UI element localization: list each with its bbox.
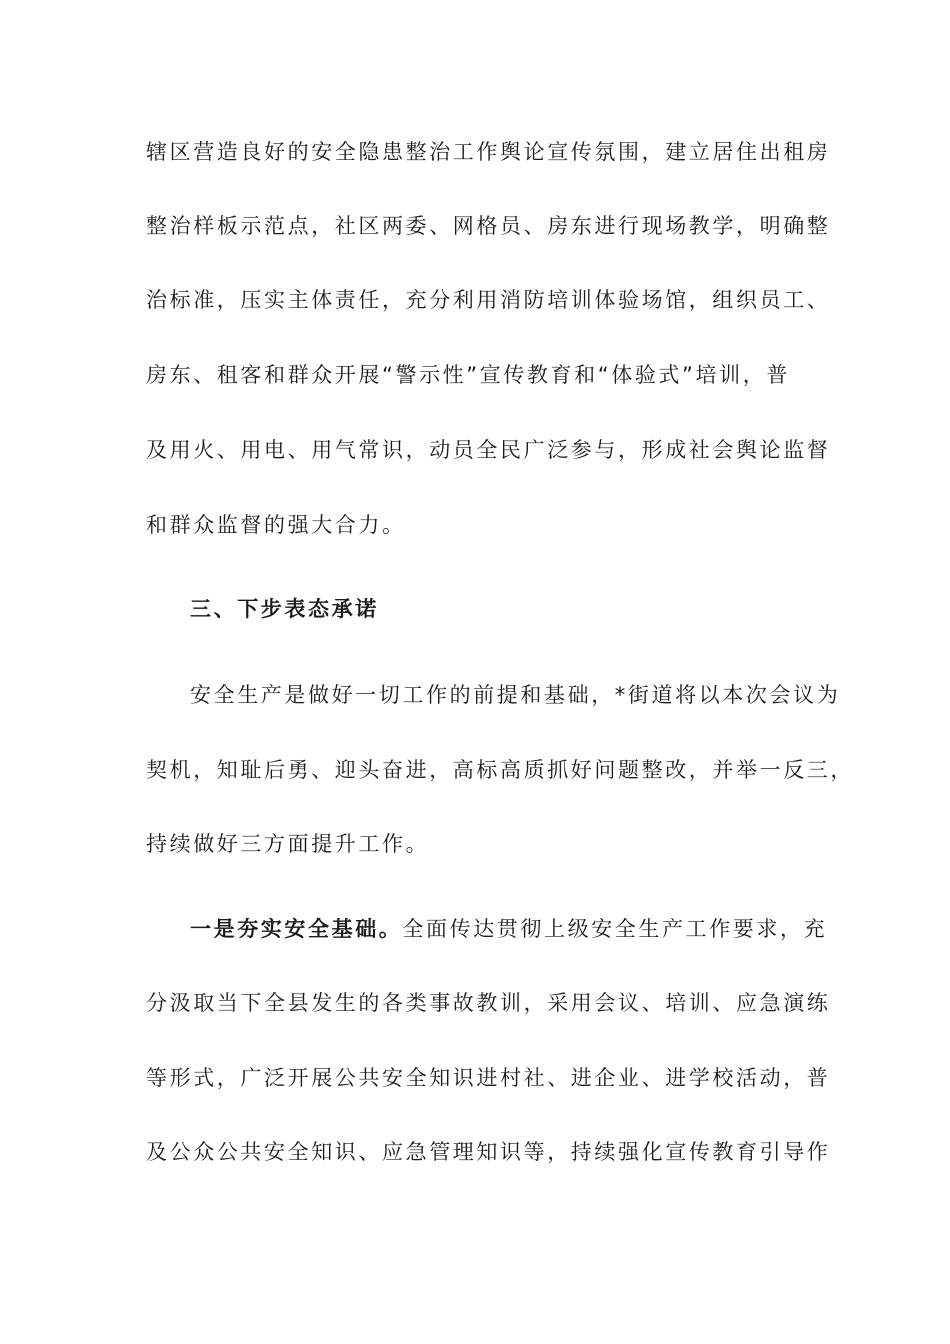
- bold-lead-phrase: 一是夯实安全基础。: [190, 917, 403, 941]
- paragraph-line: 和群众监督的强大合力。: [146, 513, 406, 537]
- paragraph-text: 全面传达贯彻上级安全生产工作要求，充: [402, 917, 828, 941]
- paragraph-line: 及用火、用电、用气常识，动员全民广泛参与，形成社会舆论监督: [146, 438, 831, 462]
- paragraph-line: 契机，知耻后勇、迎头奋进，高标高质抓好问题整改，并举一反三，: [146, 758, 854, 782]
- paragraph-line: 及公众公共安全知识、应急管理知识等，持续强化宣传教育引导作: [146, 1140, 831, 1164]
- paragraph-line: 治标准，压实主体责任，充分利用消防培训体验场馆，组织员工、: [146, 288, 831, 312]
- paragraph-line: 等形式，广泛开展公共安全知识进村社、进企业、进学校活动，普: [146, 1066, 831, 1090]
- section-heading: 三、下步表态承诺: [190, 597, 379, 621]
- paragraph-line: 安全生产是做好一切工作的前提和基础，*街道将以本次会议为: [190, 683, 841, 707]
- paragraph-line: 持续做好三方面提升工作。: [146, 832, 430, 856]
- paragraph-line: 整治样板示范点，社区两委、网格员、房东进行现场教学，明确整: [146, 214, 831, 238]
- paragraph-line: 分汲取当下全县发生的各类事故教训，采用会议、培训、应急演练: [146, 991, 831, 1015]
- paragraph-line: 房东、租客和群众开展“警示性”宣传教育和“体验式”培训，普: [146, 363, 790, 387]
- paragraph-line: 辖区营造良好的安全隐患整治工作舆论宣传氛围，建立居住出租房: [146, 140, 831, 164]
- paragraph-first-line: [190, 915, 850, 943]
